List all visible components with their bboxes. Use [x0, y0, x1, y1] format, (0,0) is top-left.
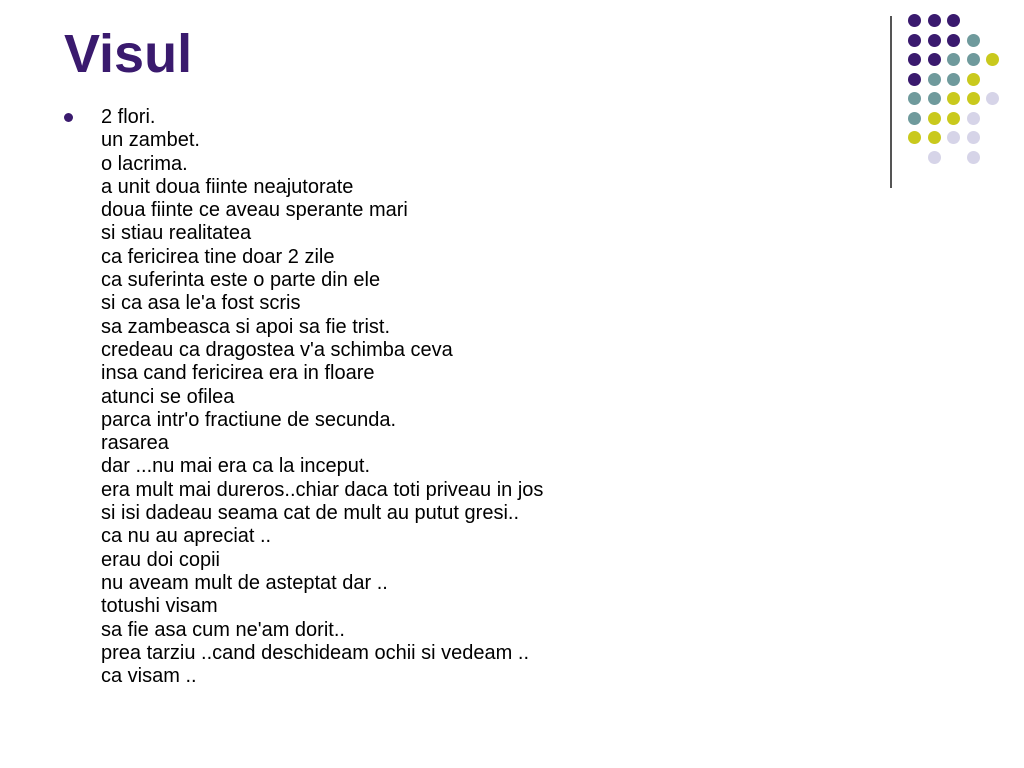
poem-line: totushi visam — [101, 595, 218, 618]
poem-line: si ca asa le'a fost scris — [101, 292, 301, 315]
poem-line: parca intr'o fractiune de secunda. — [101, 408, 397, 431]
decorative-dot — [928, 112, 941, 125]
decorative-dot-grid — [908, 14, 1008, 174]
vertical-divider — [890, 16, 892, 188]
decorative-dot — [986, 92, 999, 105]
poem-line: rasarea — [101, 432, 169, 455]
poem-lines — [101, 106, 543, 688]
poem-line: un zambet. — [101, 129, 200, 152]
poem-line: atunci se ofilea — [101, 385, 235, 408]
poem-line: doua fiinte ce aveau sperante mari — [101, 199, 408, 222]
poem-line: si isi dadeau seama cat de mult au putut gresi.. — [101, 502, 520, 525]
poem-line: credeau ca dragostea v'a schimba ceva — [101, 338, 453, 361]
poem-line: ca suferinta este o parte din ele — [101, 269, 381, 292]
poem-line: prea tarziu ..cand deschideam ochii si vedeam .. — [101, 641, 529, 664]
decorative-dot — [908, 112, 921, 125]
decorative-dot — [947, 73, 960, 86]
poem-line: o lacrima. — [101, 152, 188, 175]
decorative-dot — [967, 34, 980, 47]
decorative-dot — [928, 73, 941, 86]
decorative-dot — [928, 14, 941, 27]
poem-line: ca fericirea tine doar 2 zile — [101, 245, 335, 268]
decorative-dot — [967, 151, 980, 164]
decorative-dot — [908, 92, 921, 105]
decorative-dot — [967, 53, 980, 66]
decorative-dot — [986, 53, 999, 66]
decorative-dot — [908, 14, 921, 27]
decorative-dot — [908, 131, 921, 144]
poem-line: era mult mai dureros..chiar daca toti priveau in jos — [101, 478, 544, 501]
decorative-dot — [947, 131, 960, 144]
decorative-dot — [928, 53, 941, 66]
slide-title: Visul — [64, 24, 193, 84]
decorative-dot — [947, 53, 960, 66]
decorative-dot — [967, 92, 980, 105]
poem-line: a unit doua fiinte neajutorate — [101, 175, 354, 198]
decorative-dot — [947, 112, 960, 125]
poem-line: ca nu au apreciat .. — [101, 525, 272, 548]
decorative-dot — [967, 131, 980, 144]
decorative-dot — [967, 112, 980, 125]
decorative-dot — [928, 34, 941, 47]
poem-line: sa zambeasca si apoi sa fie trist. — [101, 315, 391, 338]
decorative-dot — [908, 73, 921, 86]
poem-line: nu aveam mult de asteptat dar .. — [101, 571, 388, 594]
decorative-dot — [947, 34, 960, 47]
decorative-dot — [908, 34, 921, 47]
poem-line: insa cand fericirea era in floare — [101, 362, 375, 385]
decorative-dot — [928, 131, 941, 144]
decorative-dot — [908, 53, 921, 66]
poem-line: si stiau realitatea — [101, 222, 252, 245]
poem-line: erau doi copii — [101, 548, 220, 571]
decorative-dot — [947, 92, 960, 105]
decorative-dot — [947, 14, 960, 27]
decorative-dot — [928, 151, 941, 164]
poem-line: sa fie asa cum ne'am dorit.. — [101, 618, 345, 641]
poem-line: 2 flori. — [101, 106, 156, 128]
bullet-icon — [64, 113, 73, 122]
decorative-dot — [928, 92, 941, 105]
poem-line: ca visam .. — [101, 665, 197, 688]
decorative-dot — [967, 73, 980, 86]
poem-line: dar ...nu mai era ca la inceput. — [101, 455, 371, 478]
